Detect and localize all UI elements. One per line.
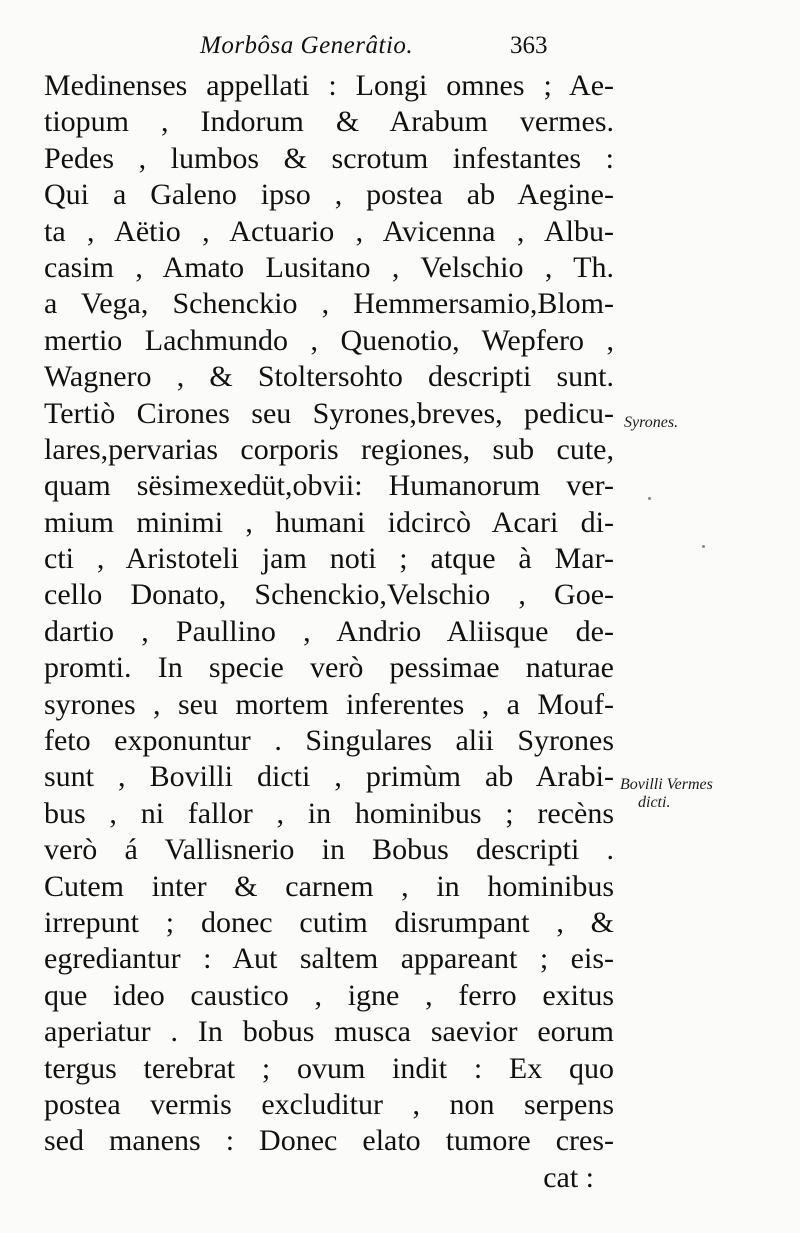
text-line: casim , Amato Lusitano , Velschio , Th. — [44, 250, 614, 284]
text-line: cti , Aristoteli jam noti ; atque à Mar- — [44, 542, 614, 576]
margin-note-bovilli — [620, 776, 780, 812]
text-line: syrones , seu mortem inferentes , a Mouf- — [44, 687, 614, 721]
text-line: tiopum , Indorum & Arabum vermes. — [44, 105, 614, 139]
text-line: Tertiò Cirones seu Syrones,breves, pedicu- — [44, 396, 614, 430]
text-line: promti. In specie verò pessimae naturae — [44, 651, 614, 685]
text-line: cello Donato, Schenckio,Velschio , Goe- — [44, 578, 614, 612]
text-line: tergus terebrat ; ovum indit : Ex quo — [44, 1051, 614, 1085]
text-line: ta , Aëtio , Actuario , Avicenna , Albu- — [44, 214, 614, 248]
text-line: Medinenses appellati : Longi omnes ; Ae- — [44, 69, 614, 102]
text-line: sed manens : Donec elato tumore cres- — [44, 1124, 614, 1158]
text-line: postea vermis excluditur , non serpens — [44, 1087, 614, 1121]
text-line: Cutem inter & carnem , in hominibus — [44, 869, 614, 903]
margin-note-bovilli-line1: Bovilli Vermes — [620, 776, 713, 793]
text-line: dartio , Paullino , Andrio Aliisque de- — [44, 614, 614, 648]
paper-speck — [702, 545, 705, 548]
paper-speck — [648, 497, 651, 500]
text-line: egrediantur : Aut saltem appareant ; eis- — [44, 942, 614, 976]
text-line: bus , ni fallor , in hominibus ; recèns — [44, 796, 614, 830]
body-text — [44, 68, 614, 1196]
text-line: feto exponuntur . Singulares alii Syrones — [44, 724, 614, 758]
text-line: Qui a Galeno ipso , postea ab Aegine- — [44, 178, 614, 212]
margin-note-syrones: Syrones. — [624, 414, 679, 431]
text-line: irrepunt ; donec cutim disrumpant , & — [44, 905, 614, 939]
catchword: cat : — [543, 1160, 594, 1194]
text-line: que ideo caustico , igne , ferro exitus — [44, 978, 614, 1012]
text-line: aperiatur . In bobus musca saevior eorum — [44, 1015, 614, 1049]
running-head: Morbôsa Generâtio. — [200, 32, 414, 59]
text-line: mertio Lachmundo , Quenotio, Wepfero , — [44, 323, 614, 357]
page-number: 363 — [510, 32, 548, 59]
page-header — [0, 30, 800, 70]
text-line: Wagnero , & Stoltersohto descripti sunt. — [44, 360, 614, 394]
text-line: a Vega, Schenckio , Hemmersamio,Blom- — [44, 287, 614, 321]
text-line: quam sësimexedüt,obvii: Humanorum ver- — [44, 469, 614, 503]
text-line: verò á Vallisnerio in Bobus descripti . — [44, 833, 614, 867]
text-line: lares,pervarias corporis regiones, sub cute, — [44, 432, 614, 466]
text-line: sunt , Bovilli dicti , primùm ab Arabi- — [44, 760, 614, 794]
text-line: Pedes , lumbos & scrotum infestantes : — [44, 141, 614, 175]
margin-note-bovilli-line2: dicti. — [638, 794, 671, 811]
text-line: mium minimi , humani idcircò Acari di- — [44, 505, 614, 539]
